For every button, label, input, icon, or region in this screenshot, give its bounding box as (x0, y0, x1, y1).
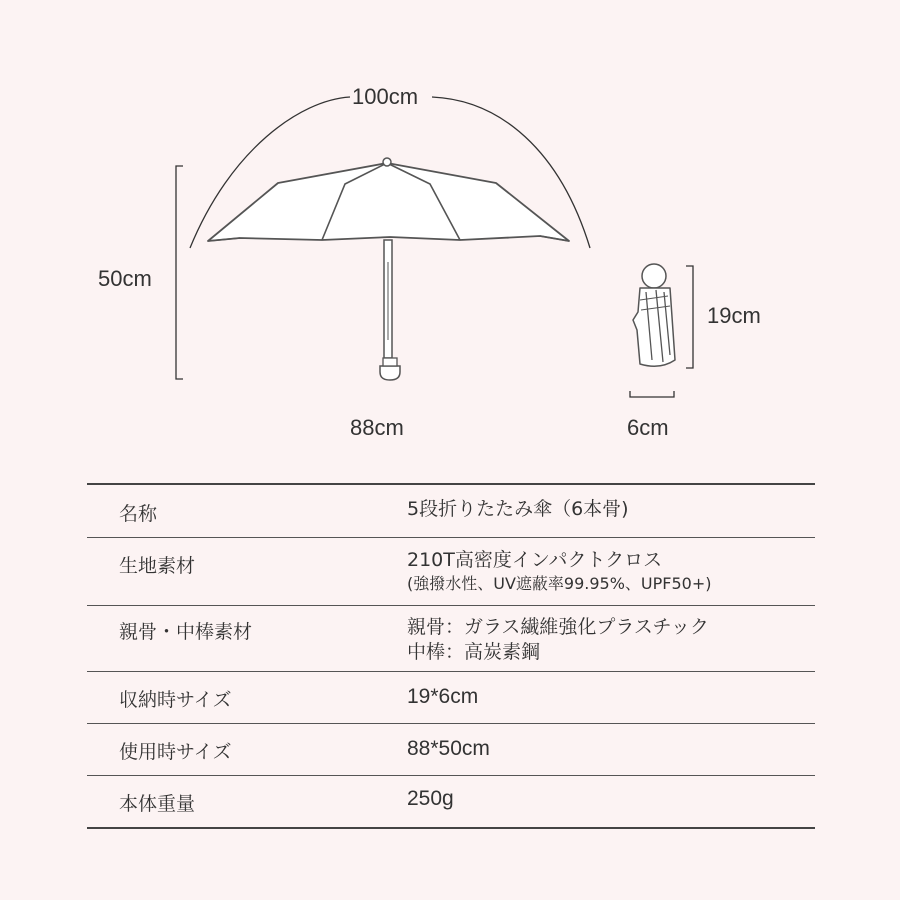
spec-row-fabric (87, 537, 815, 606)
spec-label: 収納時サイズ (119, 689, 232, 711)
spec-value-main: 親骨：ガラス繊維強化プラスチック (407, 616, 709, 638)
dimension-width-open: 100cm (352, 84, 419, 109)
folded-knob (642, 264, 666, 288)
open-handle (380, 366, 400, 380)
spec-label: 本体重量 (119, 793, 196, 815)
dimension-span-open: 88cm (350, 415, 404, 440)
spec-row-open-size (87, 723, 815, 776)
folded-body (633, 288, 675, 366)
spec-value: 5段折りたたみ傘（6本骨) (407, 498, 629, 520)
spec-value-main: 210T高密度インパクトクロス (407, 549, 663, 571)
spec-row-folded-size (87, 671, 815, 724)
folded-width-bracket (630, 391, 674, 397)
spec-label: 名称 (119, 503, 158, 525)
dimension-width-folded: 6cm (627, 415, 669, 440)
spec-value: 19*6cm (407, 685, 479, 708)
spec-row-frame (87, 605, 815, 672)
spec-value-sub: (強撥水性、UV遮蔽率99.95%、UPF50+) (407, 574, 712, 593)
spec-label: 使用時サイズ (119, 741, 232, 763)
spec-label: 生地素材 (119, 555, 196, 577)
spec-value-sub: 中棒：高炭素鋼 (407, 641, 541, 663)
folded-height-bracket (686, 266, 693, 368)
spec-value: 250g (407, 787, 454, 810)
open-canopy (208, 163, 569, 241)
spec-row-name (87, 485, 815, 538)
spec-label: 親骨・中棒素材 (119, 621, 253, 643)
spec-table (87, 485, 815, 835)
spec-value (407, 615, 709, 665)
spec-value: 88*50cm (407, 737, 490, 760)
dimension-height-folded: 19cm (707, 303, 761, 328)
height-bracket (176, 166, 183, 379)
spec-row-weight (87, 775, 815, 829)
dimension-height-open: 50cm (98, 266, 152, 291)
spec-value (407, 548, 711, 595)
